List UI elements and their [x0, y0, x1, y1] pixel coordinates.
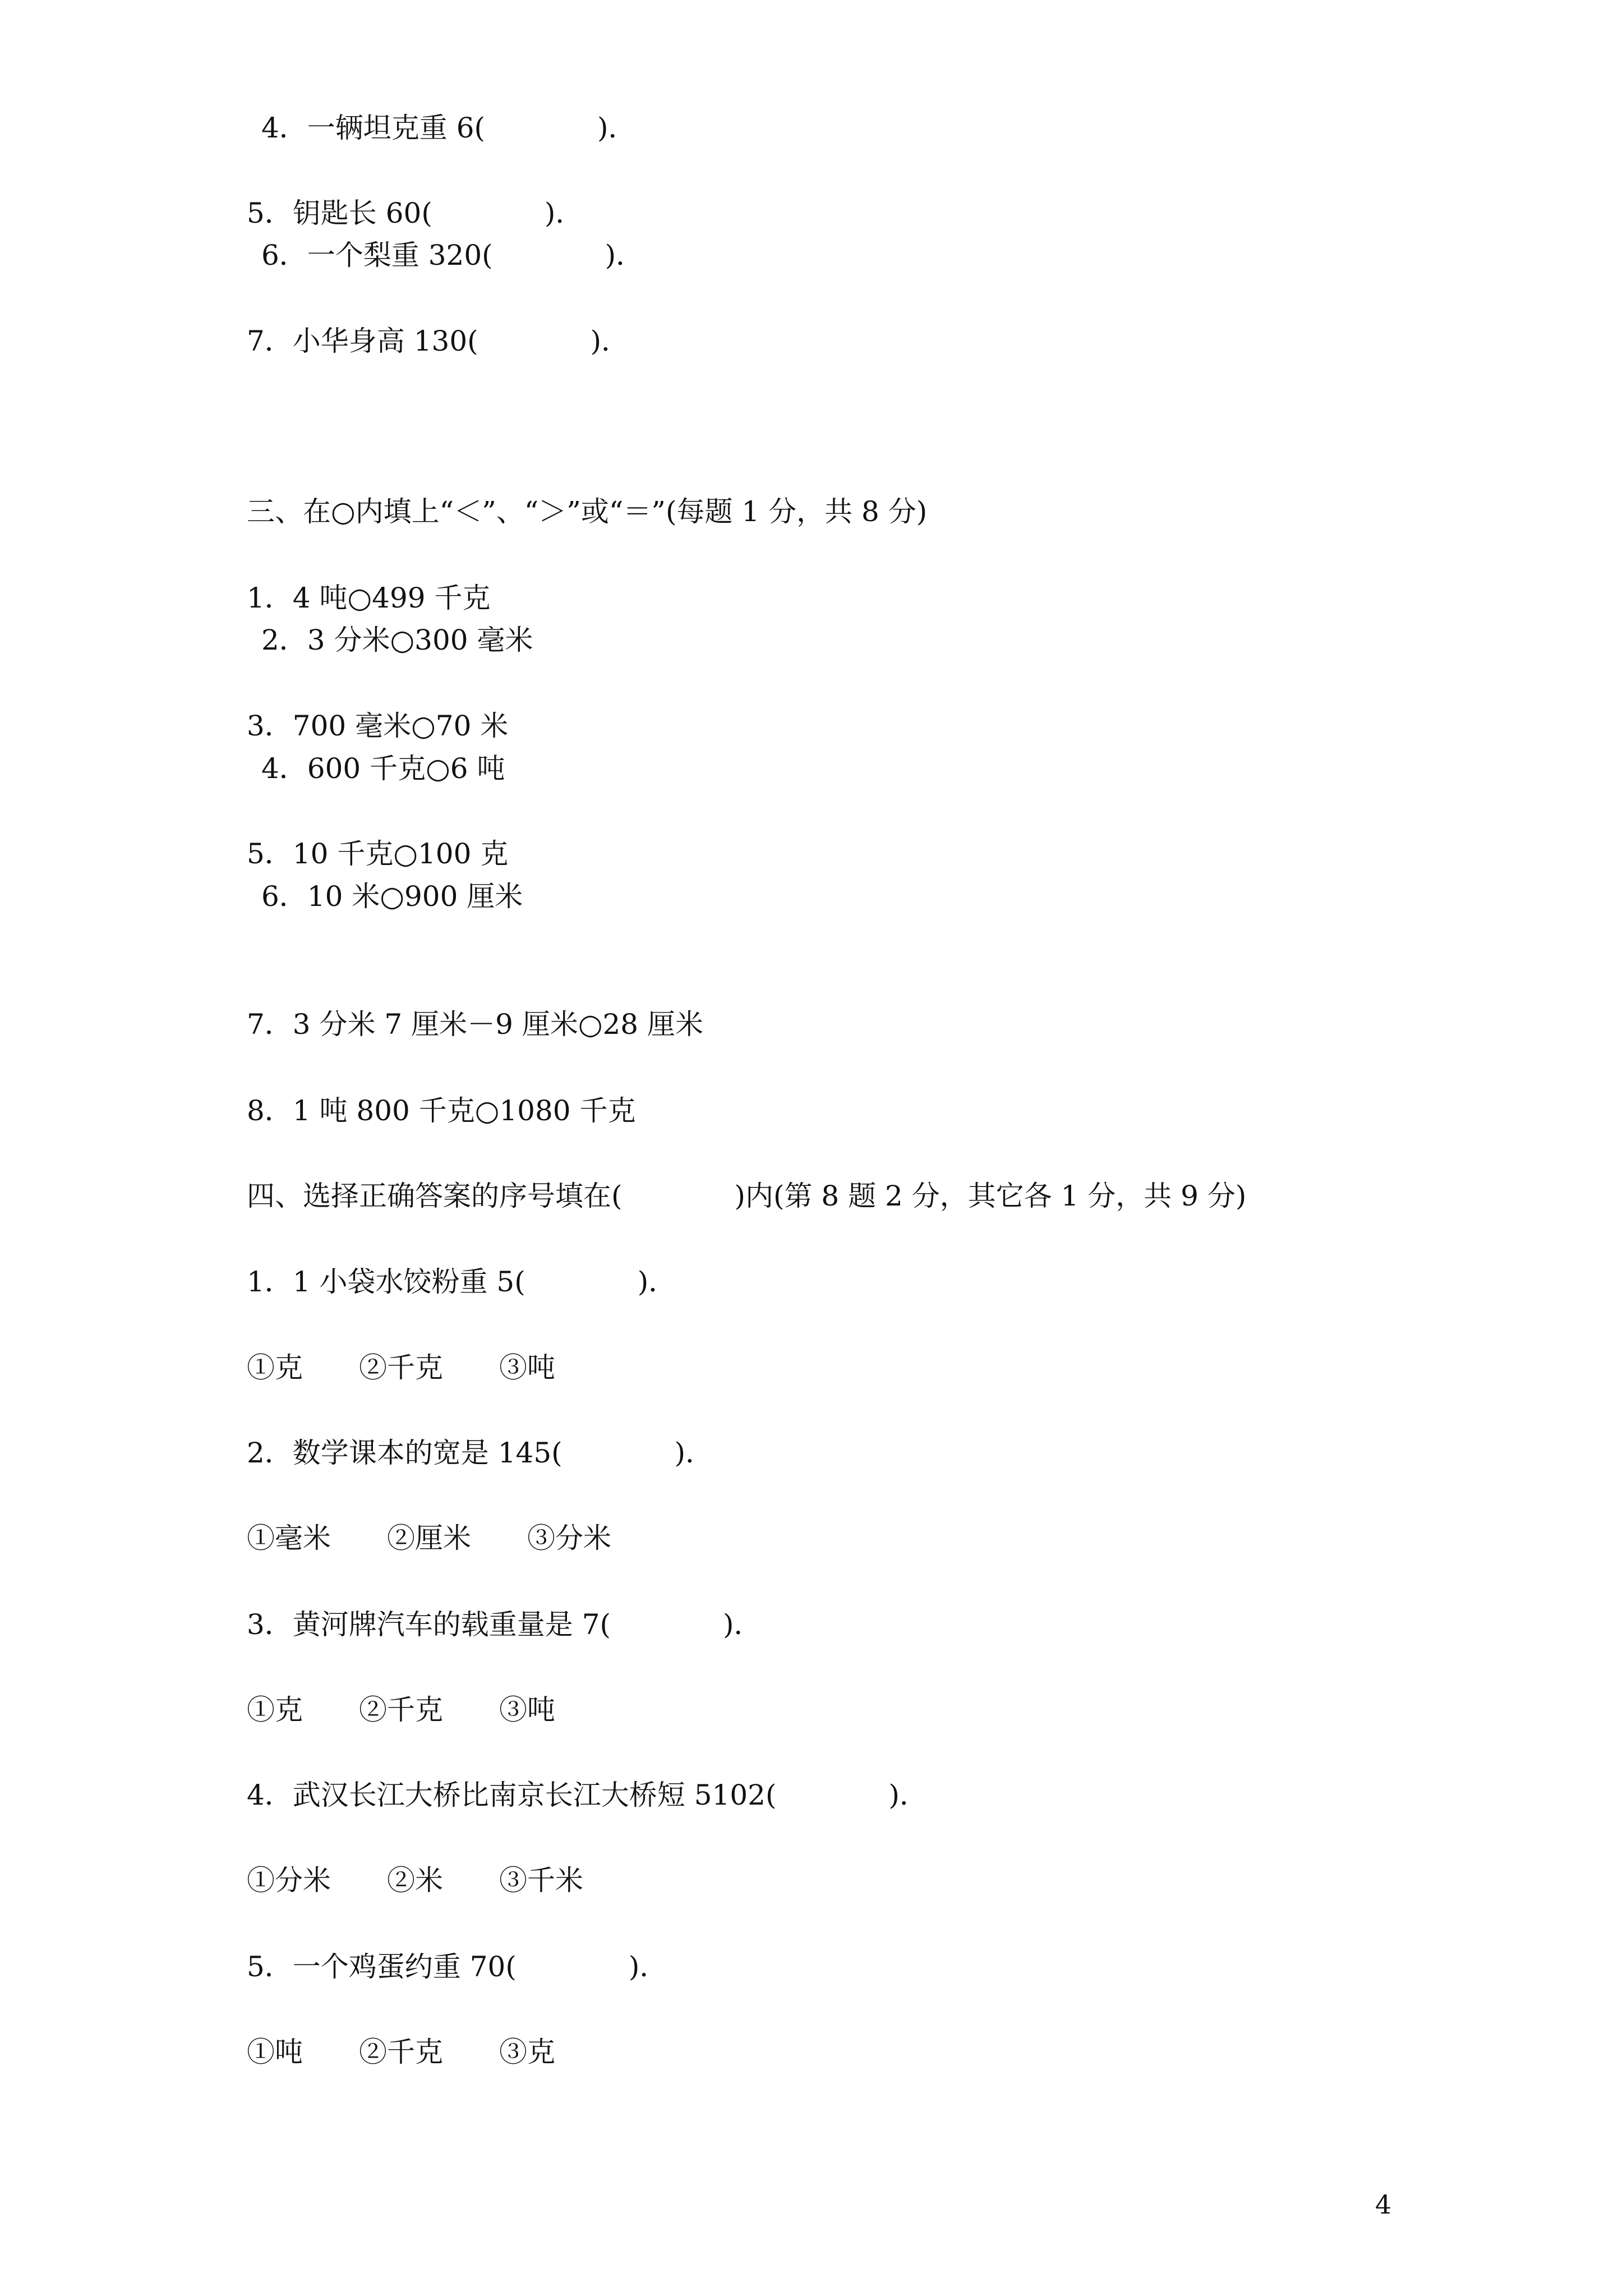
answer-options: ①分米 ②米 ③千米	[247, 1864, 583, 1897]
answer-options: ①毫米 ②厘米 ③分米	[247, 1522, 611, 1554]
answer-options: ①克 ②千克 ③吨	[247, 1694, 555, 1726]
comparison-item: 7．3 分米 7 厘米－9 厘米○28 厘米	[247, 1008, 703, 1041]
question-line: 4．一辆坦克重 6( )．	[261, 112, 637, 144]
comparison-item: 2．3 分米○300 毫米	[261, 624, 533, 656]
question-line: 5．一个鸡蛋约重 70( )．	[247, 1950, 668, 1983]
comparison-item: 1．4 吨○499 千克	[247, 582, 491, 614]
section-heading: 三、在○内填上“＜”、“＞”或“＝”(每题 1 分，共 8 分)	[247, 495, 928, 528]
question-line: 4．武汉长江大桥比南京长江大桥短 5102( )．	[247, 1779, 928, 1811]
comparison-item: 5．10 千克○100 克	[247, 838, 509, 870]
question-line: 6．一个梨重 320( )．	[261, 239, 644, 272]
answer-options: ①克 ②千克 ③吨	[247, 1351, 555, 1384]
question-line: 1．1 小袋水饺粉重 5( )．	[247, 1266, 677, 1298]
comparison-item: 3．700 毫米○70 米	[247, 710, 509, 742]
page-number: 4	[1375, 2189, 1392, 2220]
section-heading: 四、选择正确答案的序号填在( )内(第 8 题 2 分，其它各 1 分，共 9 分)	[247, 1180, 1247, 1212]
comparison-item: 4．600 千克○6 吨	[261, 752, 505, 785]
comparison-item: 8．1 吨 800 千克○1080 千克	[247, 1094, 636, 1127]
question-line: 5．钥匙长 60( )．	[247, 197, 584, 229]
question-line: 3．黄河牌汽车的载重量是 7( )．	[247, 1608, 762, 1641]
answer-options: ①吨 ②千克 ③克	[247, 2036, 555, 2068]
comparison-item: 6．10 米○900 厘米	[261, 880, 523, 913]
question-line: 2．数学课本的宽是 145( )．	[247, 1437, 714, 1469]
question-line: 7．小华身高 130( )．	[247, 325, 630, 357]
